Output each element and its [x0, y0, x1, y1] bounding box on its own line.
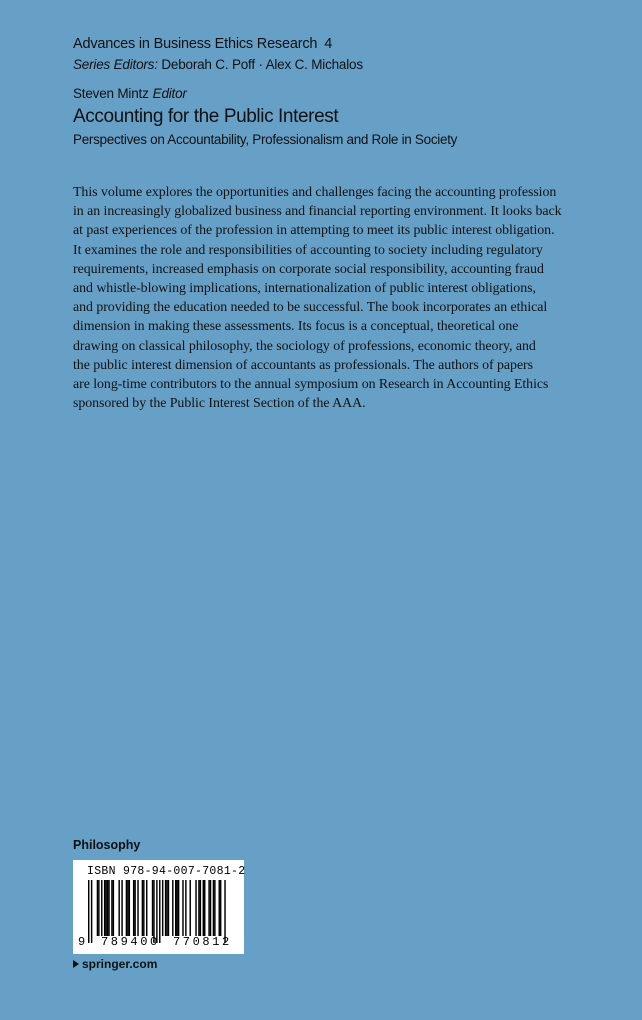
- arrow-right-icon: [73, 960, 79, 968]
- subject-category: Philosophy: [73, 838, 141, 852]
- barcode-bar: [166, 880, 167, 936]
- barcode-bar: [213, 880, 214, 936]
- barcode-bar: [204, 880, 205, 936]
- barcode-bar: [97, 880, 98, 936]
- barcode-bar: [88, 880, 89, 943]
- barcode-bar: [127, 880, 128, 936]
- barcode-bar: [190, 880, 191, 936]
- barcode-bar: [104, 880, 105, 936]
- description-line: dimension in making these assessments. Its focus is a conceptual, theoretical one: [73, 319, 519, 335]
- barcode-bar: [153, 880, 154, 943]
- barcode-bar: [111, 880, 112, 936]
- description-line: in an increasingly globalized business and financial reporting environment. It looks back: [73, 204, 562, 220]
- book-editor-name: Steven Mintz: [73, 86, 149, 101]
- barcode-bar: [98, 880, 99, 936]
- barcode-bar: [208, 880, 209, 936]
- series-title: Advances in Business Ethics Research: [73, 36, 318, 52]
- description-line: at past experiences of the profession in attempting to meet its public interest obligation.: [73, 223, 555, 239]
- barcode-bar: [105, 880, 106, 936]
- barcode-bar: [101, 880, 102, 936]
- series-editors: Deborah C. Poff · Alex C. Michalos: [161, 57, 363, 72]
- barcode-bar: [133, 880, 134, 936]
- barcode-bar: [152, 880, 153, 936]
- barcode-bar: [129, 880, 130, 936]
- barcode-bar: [185, 880, 186, 936]
- barcode-bar: [162, 880, 163, 936]
- series-title-line: [73, 36, 332, 52]
- isbn-label: ISBN 978-94-007-7081-2: [87, 865, 246, 878]
- book-description: [73, 183, 573, 413]
- barcode-bar: [176, 880, 177, 936]
- barcode-bar: [108, 880, 109, 936]
- description-line: are long-time contributors to the annual symposium on Research in Accounting Ethics: [73, 377, 549, 393]
- description-line: drawing on classical philosophy, the sociology of professions, economic theory, and: [73, 338, 536, 354]
- barcode-bar: [219, 880, 220, 936]
- book-editor-line: [73, 86, 187, 101]
- barcode-bar: [178, 880, 179, 936]
- barcode-bar: [224, 880, 225, 943]
- publisher-link[interactable]: [73, 957, 157, 971]
- barcode-bar: [134, 880, 135, 936]
- book-editor-role: Editor: [152, 86, 187, 101]
- publisher-url: springer.com: [82, 957, 158, 971]
- barcode-bar: [168, 880, 169, 936]
- barcode-bar: [165, 880, 166, 936]
- barcode-digit-first: 9: [78, 935, 86, 949]
- barcode-bar: [146, 880, 147, 936]
- description-line: requirements, increased emphasis on corporate social responsibility, accounting fraud: [73, 261, 544, 277]
- barcode-bar: [198, 880, 199, 936]
- barcode-bar: [118, 880, 119, 936]
- barcode-bar: [143, 880, 144, 936]
- barcode-bar: [159, 880, 160, 943]
- barcode-bar: [195, 880, 196, 936]
- barcode-bar: [220, 880, 221, 936]
- barcode-bar: [156, 880, 157, 943]
- barcode-bar: [142, 880, 143, 936]
- description-line: and providing the education needed to be successful. The book incorporates an ethical: [73, 300, 548, 316]
- barcode-bar: [126, 880, 127, 936]
- barcode-bar: [172, 880, 173, 936]
- book-subtitle: Perspectives on Accountability, Professionalism and Role in Society: [73, 132, 458, 147]
- barcode-bar: [107, 880, 108, 936]
- description-line: sponsored by the Public Interest Section of the AAA.: [73, 396, 366, 412]
- barcode-bar: [214, 880, 215, 936]
- series-editors-label: Series Editors:: [73, 57, 158, 72]
- series-editors-line: [73, 57, 363, 72]
- barcode-bar: [200, 880, 201, 936]
- description-line: the public interest dimension of accountants as professionals. The authors of papers: [73, 357, 533, 373]
- barcode-bar: [182, 880, 183, 936]
- description-line: It examines the role and responsibilities of accounting to society including regulatory: [73, 242, 543, 258]
- description-line: and whistle-blowing implications, internationalization of public interest obligations,: [73, 281, 536, 297]
- barcode-bar: [137, 880, 138, 936]
- barcode-bar: [203, 880, 204, 936]
- barcode-digits-left: 789400: [101, 935, 160, 949]
- series-volume: 4: [324, 36, 333, 52]
- barcode-bar: [121, 880, 122, 936]
- barcode-bar: [91, 880, 92, 943]
- isbn-barcode: [73, 860, 244, 954]
- book-title: Accounting for the Public Interest: [73, 106, 339, 127]
- barcode-digits-right: 770812: [173, 935, 232, 949]
- description-line: This volume explores the opportunities and challenges facing the accounting profession: [73, 185, 557, 200]
- barcode-bar: [175, 880, 176, 936]
- barcode-bar: [210, 880, 211, 936]
- barcode-bar: [113, 880, 114, 936]
